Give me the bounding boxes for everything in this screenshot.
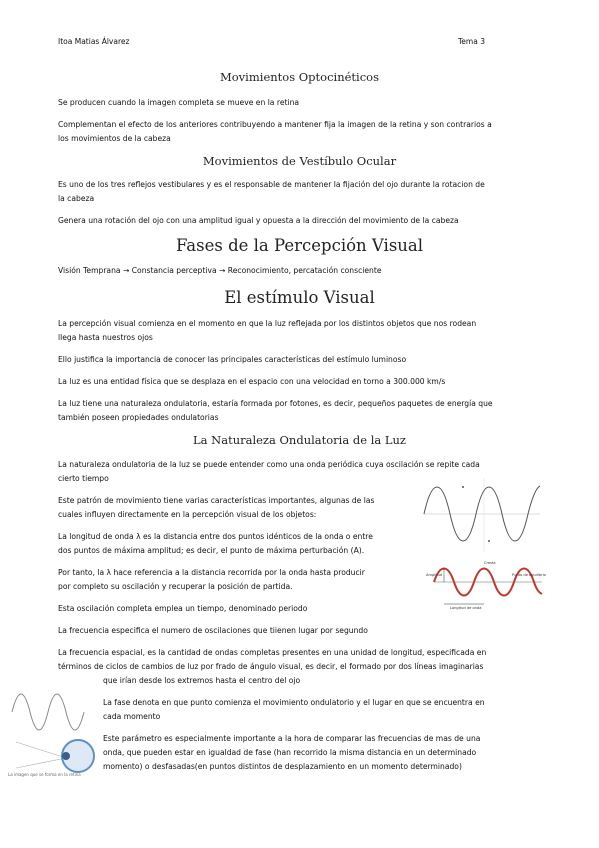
label-crest: Cresta	[484, 561, 496, 565]
paragraph: Ello justifica la importancia de conocer las principales características del estímulo luminoso	[58, 355, 407, 364]
paragraph: la cabeza	[58, 194, 95, 203]
wave-marker	[488, 540, 490, 542]
section-title-naturaleza: La Naturaleza Ondulatoria de la Luz	[193, 433, 406, 447]
paragraph: términos de ciclos de cambios de luz por frado de ángulo visual, es decir, el formado por dos líneas imaginarias	[58, 662, 484, 671]
paragraph: también poseen propiedades ondulatorias	[58, 413, 219, 422]
section-title-fases: Fases de la Percepción Visual	[175, 236, 424, 255]
paragraph: llega hasta nuestros ojos	[58, 333, 153, 342]
topic-label: Tema 3	[458, 37, 485, 46]
paragraph: dos puntos de máxima amplitud; es decir, el punto de máxima perturbación (A).	[58, 546, 365, 555]
paragraph: La naturaleza ondulatoria de la luz se puede entender como una onda periódica cuya oscilación se repite cada	[58, 460, 480, 469]
paragraph: La luz es una entidad física que se desplaza en el espacio con una velocidad en torno a 300.000 km/s	[58, 377, 446, 386]
paragraph: Este parámetro es especialmente importante a la hora de comparar las frecuencias de mas de una	[103, 734, 481, 743]
paragraph: La frecuencia espacial, es la cantidad de ondas completas presentes en una unidad de longitud, especificada en	[58, 648, 487, 657]
paragraph: Este patrón de movimiento tiene varias características importantes, algunas de las	[58, 496, 375, 505]
paragraph: los movimientos de la cabeza	[58, 134, 171, 143]
paragraph: momento) o desfasadas(en puntos distintos de desplazamiento en un momento determinado)	[103, 762, 462, 771]
sine-wave-figure	[420, 474, 544, 556]
eye-wave-figure	[6, 682, 100, 778]
paragraph: Genera una rotación del ojo con una amplitud igual y opuesta a la dirección del movimiento de la cabeza	[58, 216, 459, 225]
author-name: Itoa Matias Álvarez	[58, 37, 130, 46]
eye-figure-caption: La imagen que se forma en la retina	[8, 772, 81, 777]
paragraph: La percepción visual comienza en el momento en que la luz reflejada por los distintos objetos que nos rodean	[58, 319, 477, 328]
paragraph: Por tanto, la λ hace referencia a la distancia recorrida por la onda hasta producir	[58, 568, 365, 577]
label-equilibrium: Punto de equilibrio	[512, 573, 546, 577]
paragraph: cada momento	[103, 712, 161, 721]
paragraph: La fase denota en que punto comienza el movimiento ondulatorio y el lugar en que se encuentra en	[103, 698, 485, 707]
label-amplitude: Amplitud	[426, 573, 443, 577]
paragraph: La frecuencia especifica el numero de oscilaciones que tiienen lugar por segundo	[58, 626, 368, 635]
paragraph: Esta oscilación completa emplea un tiempo, denominado periodo	[58, 604, 308, 613]
wavelength-diagram	[426, 558, 546, 610]
pupil-icon	[62, 752, 70, 760]
section-title-estimulo: El estímulo Visual	[224, 288, 375, 307]
paragraph: cierto tiempo	[58, 474, 109, 483]
paragraph: Visión Temprana → Constancia perceptiva → Reconocimiento, percatación consciente	[58, 266, 382, 275]
section-title-optocineticos: Movimientos Optocinéticos	[219, 70, 379, 84]
paragraph: La luz tiene una naturaleza ondulatoria, estaría formada por fotones, es decir, pequeños paquetes de energía que	[58, 399, 493, 408]
paragraph: Es uno de los tres reflejos vestibulares y es el responsable de mantener la fijación del ojo durante la rotacion de	[58, 180, 485, 189]
paragraph: Se producen cuando la imagen completa se mueve en la retina	[58, 98, 300, 107]
paragraph: Complementan el efecto de los anteriores contribuyendo a mantener fija la imagen de la retina y son contrarios a	[58, 120, 492, 129]
paragraph: cuales influyen directamente en la percepción visual de los objetos:	[58, 510, 317, 519]
paragraph: por completo su oscilación y recuperar la posición de partida.	[58, 582, 293, 591]
section-title-vestibulo: Movimientos de Vestíbulo Ocular	[202, 154, 397, 168]
sine-wave-curve	[424, 486, 540, 541]
wave-marker	[462, 486, 464, 488]
paragraph: onda, que pueden estar en igualdad de fase (han recorrido la misma distancia en un determinado	[103, 748, 477, 757]
paragraph: que irían desde los extremos hasta el centro del ojo	[103, 676, 301, 685]
label-wavelength: Longitud de onda	[450, 606, 482, 610]
paragraph: La longitud de onda λ es la distancia entre dos puntos idénticos de la onda o entre	[58, 532, 373, 541]
